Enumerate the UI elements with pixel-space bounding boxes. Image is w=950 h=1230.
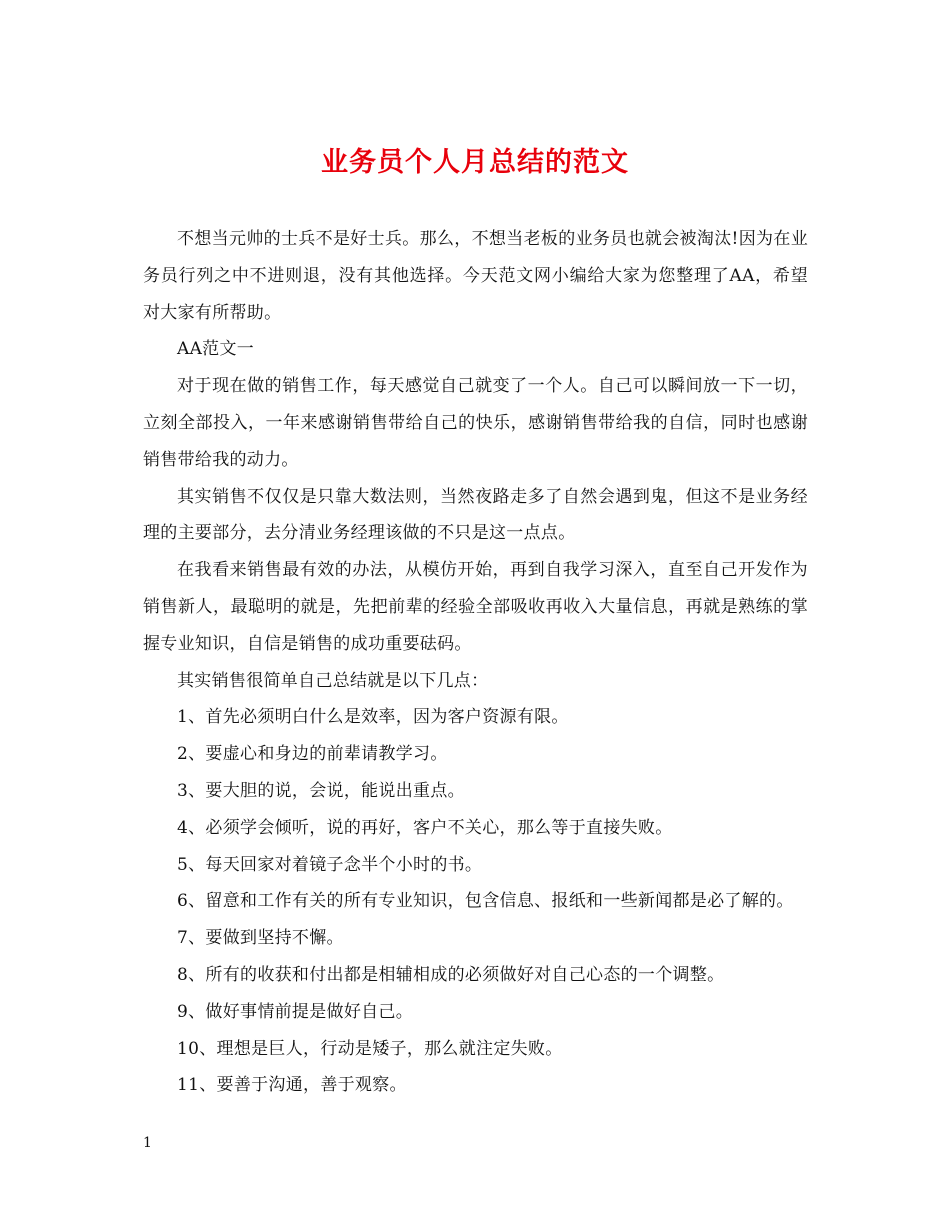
list-item: 3、要大胆的说，会说，能说出重点。 <box>177 780 465 801</box>
list-item: 10、理想是巨人，行动是矮子，那么就注定失败。 <box>177 1038 563 1059</box>
paragraph: 对于现在做的销售工作，每天感觉自己就变了一个人。自己可以瞬间放一下一切，立刻全部投入，一年来感谢销售带给自己的快乐，感谢销售带给我的自信，同时也感谢销售带给我的动力。 <box>143 376 808 470</box>
list-item: 8、所有的收获和付出都是相辅相成的必须做好对自己心态的一个调整。 <box>177 964 725 985</box>
list-item: 7、要做到坚持不懈。 <box>177 928 344 949</box>
paragraph: 其实销售不仅仅是只靠大数法则，当然夜路走多了自然会遇到鬼，但这不是业务经理的主要部分，去分清业务经理该做的不只是这一点点。 <box>143 486 808 544</box>
paragraph: 其实销售很简单自己总结就是以下几点： <box>177 670 489 691</box>
document-title: 业务员个人月总结的范文 <box>321 147 629 178</box>
list-item: 6、留意和工作有关的所有专业知识，包含信息、报纸和一些新闻都是必了解的。 <box>177 891 794 912</box>
document-body <box>143 221 808 1104</box>
list-item: 1、首先必须明白什么是效率，因为客户资源有限。 <box>177 707 569 728</box>
list-item: 9、做好事情前提是做好自己。 <box>177 1001 414 1022</box>
list-item: 2、要虚心和身边的前辈请教学习。 <box>177 744 448 765</box>
page-number: 1 <box>143 1135 152 1151</box>
list-item: 4、必须学会倾听，说的再好，客户不关心，那么等于直接失败。 <box>177 817 673 838</box>
paragraph-intro: 不想当元帅的士兵不是好士兵。那么，不想当老板的业务员也就会被淘汰!因为在业务员行列之中不进则退，没有其他选择。今天范文网小编给大家为您整理了AA，希望对大家有所帮助。 <box>143 229 808 323</box>
section-heading: AA范文一 <box>177 339 255 360</box>
paragraph: 在我看来销售最有效的办法，从模仿开始，再到自我学习深入，直至自己开发作为销售新人，最聪明的就是，先把前辈的经验全部吸收再收入大量信息，再就是熟练的掌握专业知识，自信是销售的成功重要砝码。 <box>143 560 808 654</box>
list-item: 5、每天回家对着镜子念半个小时的书。 <box>177 854 483 875</box>
list-item: 11、要善于沟通，善于观察。 <box>177 1075 407 1096</box>
